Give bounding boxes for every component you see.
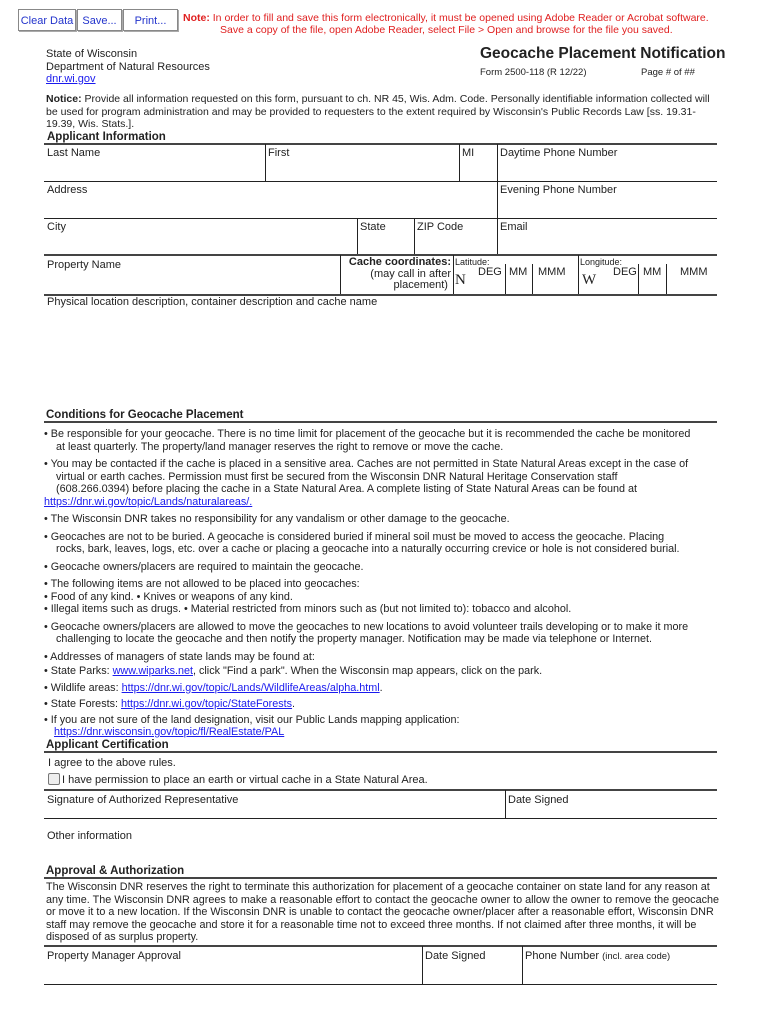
longitude-w: W xyxy=(582,272,597,288)
approval-phone-field[interactable] xyxy=(525,950,670,962)
condition-2: • You may be contacted if the cache is placed in a sensitive area. Caches are not permitted in State Natural Areas except in the case of xyxy=(44,458,689,470)
lat-deg-field[interactable]: DEG xyxy=(478,266,502,278)
email-field[interactable]: Email xyxy=(500,221,528,233)
condition-4-cont: rocks, bark, leaves, logs, etc. over a cache or placing a geocache into a naturally occurring crevice or hole is not considered burial. xyxy=(56,543,680,555)
latitude-label: Latitude: xyxy=(455,257,490,267)
approval-heading: Approval & Authorization xyxy=(46,865,185,877)
condition-5: • Geocache owners/placers are required to maintain the geocache. xyxy=(44,560,364,573)
pal-text: • If you are not sure of the land designation, visit our Public Lands mapping application: xyxy=(44,713,460,726)
physical-description-field[interactable]: Physical location description, container description and cache name xyxy=(47,296,378,308)
permission-checkbox[interactable] xyxy=(48,773,60,785)
lon-deg-field[interactable]: DEG xyxy=(613,266,637,278)
date-signed-field[interactable]: Date Signed xyxy=(508,794,569,806)
agency-state: State of Wisconsin xyxy=(46,48,138,60)
city-field[interactable]: City xyxy=(47,221,66,233)
address-field[interactable]: Address xyxy=(47,184,88,196)
forests-period: . xyxy=(292,698,296,710)
clear-data-button[interactable]: Clear Data xyxy=(18,9,76,31)
condition-7: • Geocache owners/placers are allowed to move the geocaches to new locations to avoid volunteer trails developing or to make it more xyxy=(44,620,689,633)
condition-7-cont: challenging to locate the geocache and then notify the property manager. Notification may be made via telephone or Internet. xyxy=(56,633,653,645)
agree-text: I agree to the above rules. xyxy=(48,757,176,769)
agency-dept: Department of Natural Resources xyxy=(46,61,210,73)
property-name-field[interactable]: Property Name xyxy=(47,259,121,271)
natural-areas-link[interactable]: https://dnr.wi.gov/topic/Lands/naturalareas/. xyxy=(44,495,253,508)
call-in-note: (may call in after xyxy=(370,267,451,280)
daytime-phone-field[interactable]: Daytime Phone Number xyxy=(500,147,618,159)
condition-4: • Geocaches are not to be buried. A geocache is considered buried if mineral soil must be moved to access the geocache. Placing xyxy=(44,530,665,543)
conditions-list xyxy=(44,428,724,739)
parks-text: , click "Find a park". When the Wisconsin map appears, click on the park. xyxy=(193,665,543,677)
condition-6: • The following items are not allowed to be placed into geocaches: xyxy=(44,578,360,590)
certification-heading: Applicant Certification xyxy=(46,739,169,751)
last-name-field[interactable]: Last Name xyxy=(47,147,101,159)
condition-2-cont2: (608.266.0394) before placing the cache in a State Natural Area. A complete listing of State Natural Areas can be found at xyxy=(56,483,638,495)
lat-mm-field[interactable]: MM xyxy=(509,266,528,278)
forests-label: • State Forests: xyxy=(44,698,121,710)
zip-field[interactable]: ZIP Code xyxy=(417,221,464,233)
wildlife-link[interactable]: https://dnr.wi.gov/topic/Lands/WildlifeAreas/alpha.html xyxy=(121,681,380,694)
parks-label: • State Parks: xyxy=(44,665,113,677)
evening-phone-field[interactable]: Evening Phone Number xyxy=(500,184,617,196)
lon-mmm-field[interactable]: MMM xyxy=(680,266,708,278)
phone-label: Phone Number xyxy=(525,950,599,962)
form-number: Form 2500-118 (R 12/22) xyxy=(480,67,587,78)
forests-link[interactable]: https://dnr.wi.gov/topic/StateForests xyxy=(121,698,293,710)
notice xyxy=(46,93,718,131)
wildlife-period: . xyxy=(379,681,383,694)
notice-label: Notice: xyxy=(46,93,82,105)
lat-mmm-field[interactable]: MMM xyxy=(538,266,566,278)
print-button[interactable]: Print... xyxy=(123,9,178,31)
condition-6a: • Food of any kind. • Knives or weapons of any kind. xyxy=(44,590,293,603)
note-label: Note: xyxy=(183,12,210,24)
phone-note: (incl. area code) xyxy=(602,951,671,962)
conditions-heading: Conditions for Geocache Placement xyxy=(46,409,244,421)
permission-text: I have permission to place an earth or virtual cache in a State Natural Area. xyxy=(62,774,428,786)
condition-6b: • Illegal items such as drugs. • Material restricted from minors such as (but not limited to): tobacco and alcohol. xyxy=(44,603,572,615)
latitude-n: N xyxy=(455,272,466,288)
pal-link[interactable]: https://dnr.wisconsin.gov/topic/fl/RealEstate/PAL xyxy=(54,726,285,738)
save-button[interactable]: Save... xyxy=(77,9,122,31)
signature-field[interactable]: Signature of Authorized Representative xyxy=(47,794,239,806)
cache-coords-title: Cache coordinates: xyxy=(348,256,451,268)
condition-1-cont: at least quarterly. The property/land manager reserves the right to remove or move the cache. xyxy=(56,440,504,453)
property-manager-approval-field[interactable]: Property Manager Approval xyxy=(47,950,181,962)
note-line2: Save a copy of the file, open Adobe Reader, select File > Open and browse for the file you saved. xyxy=(220,24,673,36)
adobe-note xyxy=(183,12,709,24)
first-name-field[interactable]: First xyxy=(268,147,290,159)
wildlife-label: • Wildlife areas: xyxy=(44,681,122,694)
condition-8: • Addresses of managers of state lands may be found at: xyxy=(44,650,315,663)
approval-text: The Wisconsin DNR reserves the right to terminate this authorization for placement of a geocache container on state land for any reason at any time. The Wisconsin DNR agrees to make a reasonable effort to contact the geocache owner to allow the owner to remove the geocache or move it to a new location. If the Wisconsin DNR is unable to contact the geocache owner/placer after a reasonable effort, Wisconsin DNR staff may remove the geocache and store it for a reasonable time not to exceed three months. If not claimed after three months, it will be disposed of as surplus property. xyxy=(46,881,719,943)
page-title: Geocache Placement Notification xyxy=(480,45,726,62)
cache-coordinates-label xyxy=(340,257,451,292)
condition-3: • The Wisconsin DNR takes no responsibility for any vandalism or other damage to the geocache. xyxy=(44,513,510,525)
applicant-heading: Applicant Information xyxy=(47,131,166,143)
dnr-link[interactable]: dnr.wi.gov xyxy=(46,73,96,85)
other-information-field[interactable]: Other information xyxy=(47,830,132,842)
page-number: Page # of ## xyxy=(641,67,695,78)
wiparks-link[interactable]: www.wiparks.net xyxy=(112,665,193,677)
condition-2-cont: virtual or earth caches. Permission must first be secured from the Wisconsin DNR Natural Heritage Conservation staff xyxy=(56,470,618,483)
condition-1: • Be responsible for your geocache. There is no time limit for placement of the geocache but it is recommended the cache be monitored xyxy=(44,428,691,440)
mi-field[interactable]: MI xyxy=(462,147,475,159)
note-line1: In order to fill and save this form electronically, it must be opened using Adobe Reader or Acrobat software. xyxy=(212,12,709,24)
notice-text: Provide all information requested on this form, pursuant to ch. NR 45, Wis. Adm. Code. Personally identifiable information collected will be used for program administration and may be provided to requesters to the extent required by Wisconsin's Public Records Law [ss. 19.31-19.39, Wis. Stats.]. xyxy=(46,93,710,130)
approval-date-field[interactable]: Date Signed xyxy=(425,950,486,962)
longitude-label: Longitude: xyxy=(580,257,623,267)
placement-note: placement) xyxy=(393,279,448,291)
lon-mm-field[interactable]: MM xyxy=(643,266,662,278)
state-field[interactable]: State xyxy=(360,221,386,233)
